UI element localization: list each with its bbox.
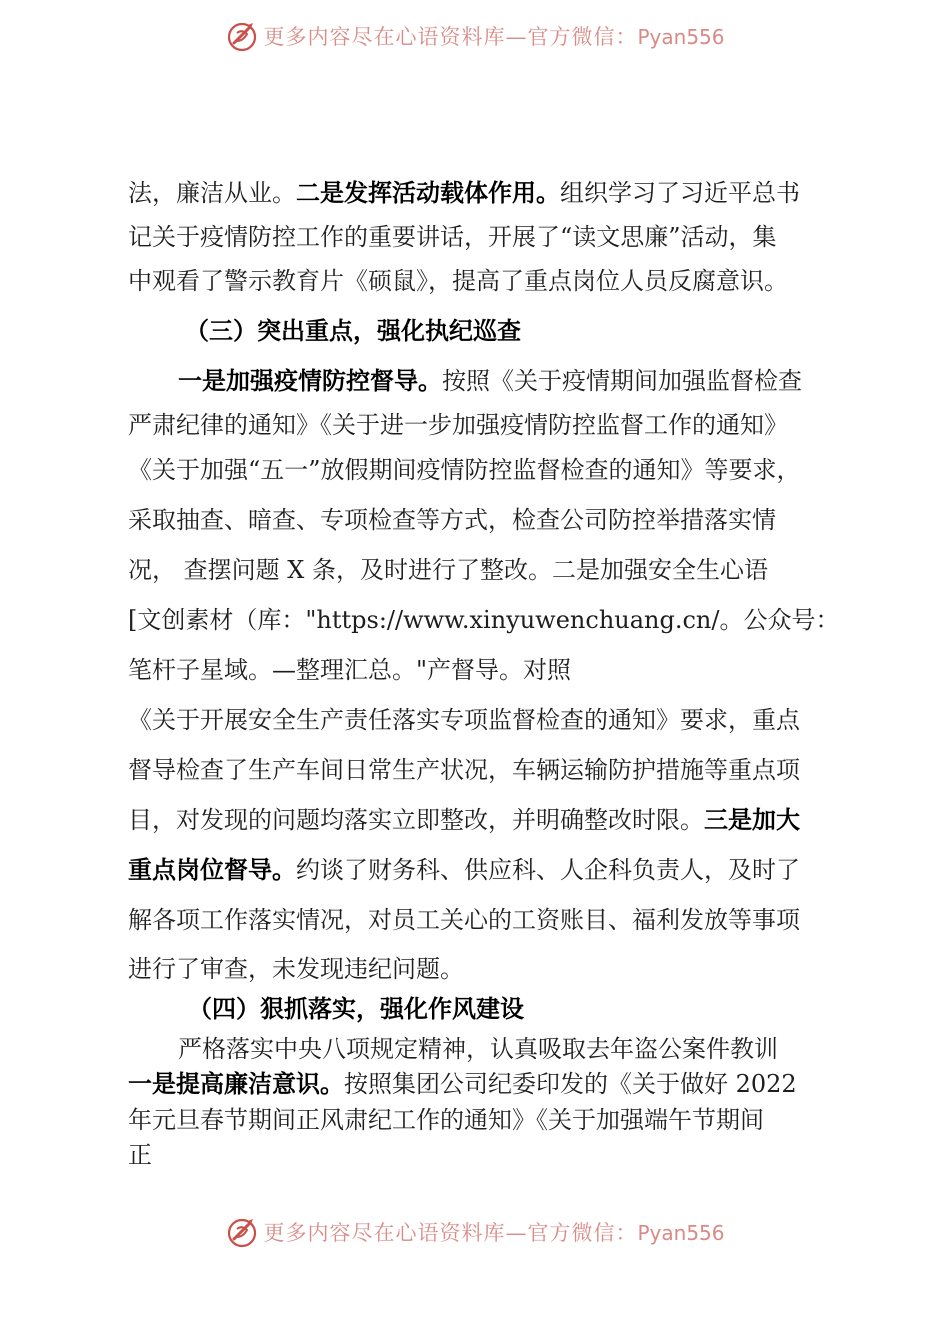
text-line: 督导检查了生产车间日常生产状况，车辆运输防护措施等重点项 (128, 756, 800, 784)
text-line: 法，廉洁从业。二是发挥活动载体作用。组织学习了习近平总书 (128, 179, 800, 207)
watermark-text: 更多内容尽在心语资料库—官方微信：Pyan556 (263, 1221, 725, 1245)
signature-logo-icon (225, 1215, 259, 1249)
text-line: 采取抽查、暗查、专项检查等方式，检查公司防控举措落实情 (128, 506, 776, 534)
watermark-text: 更多内容尽在心语资料库—官方微信：Pyan556 (263, 25, 725, 49)
watermark-banner-top (0, 16, 950, 56)
text-line: 进行了审查，未发现违纪问题。 (128, 955, 464, 983)
text-line: 年元旦春节期间正风肃纪工作的通知》《关于加强端午节期间 (128, 1106, 764, 1134)
text-line: 况， 查摆问题 X 条，及时进行了整改。二是加强安全生心语 (128, 556, 768, 584)
text-line: 重点岗位督导。约谈了财务科、供应科、人企科负责人，及时了 (128, 856, 800, 884)
text-line: 一是提高廉洁意识。按照集团公司纪委印发的《关于做好 2022 (128, 1070, 797, 1098)
text-line: 解各项工作落实情况，对员工关心的工资账目、福利发放等事项 (128, 906, 800, 934)
section-heading-3: （三）突出重点，强化执纪巡查 (185, 317, 521, 345)
watermark-banner-bottom (0, 1212, 950, 1252)
text-line: 严格落实中央八项规定精神，认真吸取去年盗公案件教训 (178, 1035, 778, 1063)
text-line: 正 (128, 1141, 152, 1169)
text-line: [文创素材（库："https://www.xinyuwenchuang.cn/。公众号： (128, 606, 840, 634)
section-heading-4: （四）狠抓落实，强化作风建设 (188, 995, 524, 1023)
text-line: 严肃纪律的通知》《关于进一步加强疫情防控监督工作的通知》 (128, 411, 788, 439)
text-line: 中观看了警示教育片《硕鼠》，提高了重点岗位人员反腐意识。 (128, 267, 788, 295)
text-line: 目，对发现的问题均落实立即整改，并明确整改时限。三是加大 (128, 806, 800, 834)
signature-logo-icon (225, 19, 259, 53)
text-line: 《关于开展安全生产责任落实专项监督检查的通知》要求，重点 (128, 706, 800, 734)
text-line: 《关于加强“五一”放假期间疫情防控监督检查的通知》等要求， (128, 456, 801, 484)
text-line: 一是加强疫情防控督导。按照《关于疫情期间加强监督检查 (178, 367, 802, 395)
text-line: 记关于疫情防控工作的重要讲话，开展了“读文思廉”活动，集 (128, 223, 777, 251)
text-line: 笔杆子星域。—整理汇总。"产督导。对照 (128, 656, 572, 684)
